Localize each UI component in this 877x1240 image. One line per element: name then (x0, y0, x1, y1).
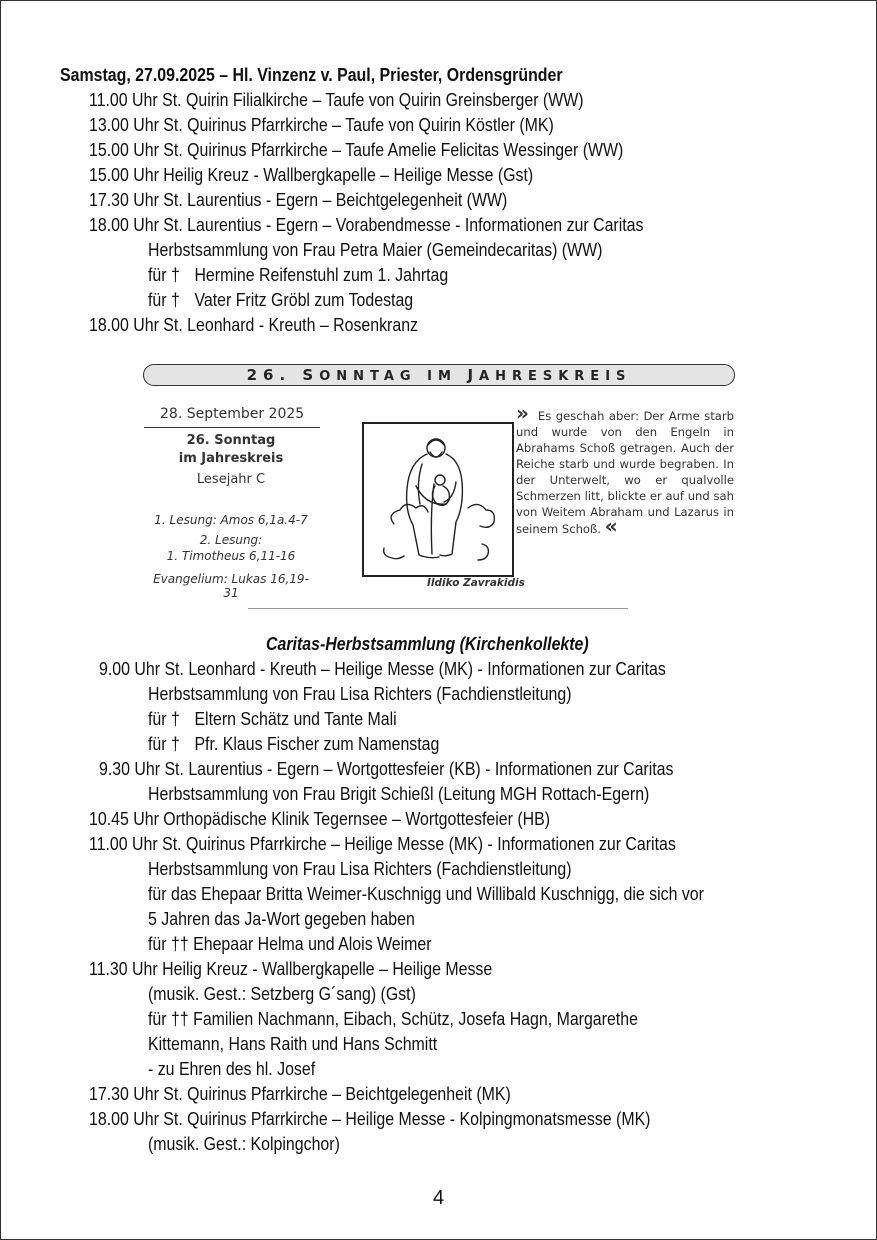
music-note: (musik. Gest.: Kolpingchor) (148, 1133, 340, 1154)
quote-text: Es geschah aber: Der Arme starb und wurde von den Engeln in Abrahams Schoß getragen. Auch der Reiche starb und wurde begraben. In der Unterwelt, wo er qualvolle Schmerzen litt, blickte er auf und sah von Weitem Abraham und Lazarus in seinem Schoß. (516, 409, 734, 536)
artist-credit: Ildiko Zavrakidis (427, 577, 525, 589)
schedule-entry-continuation: Herbstsammlung von Frau Brigit Schießl (Leitung MGH Rottach-Egern) (148, 783, 650, 804)
reading-2-ref: 1. Timotheus 6,11-16 (166, 549, 296, 563)
reading-1: 1. Lesung: Amos 6,1a.4-7 (154, 513, 308, 527)
schedule-entry: 11.00 Uhr St. Quirinus Pfarrkirche – Heilige Messe (MK) - Informationen zur Caritas (89, 833, 676, 854)
schedule-entry: 9.00 Uhr St. Leonhard - Kreuth – Heilige Messe (MK) - Informationen zur Caritas (99, 658, 666, 679)
schedule-entry: 15.00 Uhr Heilig Kreuz - Wallbergkapelle – Heilige Messe (Gst) (89, 164, 534, 185)
mass-intention (148, 263, 448, 287)
schedule-entry: 15.00 Uhr St. Quirinus Pfarrkirche – Taufe Amelie Felicitas Wessinger (WW) (89, 139, 624, 160)
schedule-entry-continuation: Herbstsammlung von Frau Lisa Richters (Fachdienstleitung) (148, 683, 572, 704)
quote-close-mark: « (604, 514, 618, 538)
music-note: (musik. Gest.: Setzberg G´sang) (Gst) (148, 983, 416, 1004)
info-lesejahr: Lesejahr C (196, 472, 266, 487)
mass-intention (148, 707, 397, 731)
illustration (362, 422, 514, 577)
section-divider (248, 608, 628, 609)
intention-text: Eltern Schätz und Tante Mali (194, 708, 397, 729)
schedule-entry: 10.45 Uhr Orthopädische Klinik Tegernsee – Wortgottesfeier (HB) (89, 808, 551, 829)
quote-open-mark: » (516, 401, 529, 425)
info-title: 26. Sonntag im Jahreskreis (178, 433, 284, 466)
gospel-reading: Evangelium: Lukas 16,19-31 (153, 572, 309, 600)
section-title: Caritas-Herbstsammlung (Kirchenkollekte) (266, 633, 589, 654)
page-number: 4 (432, 1187, 445, 1209)
schedule-entry: 18.00 Uhr St. Laurentius - Egern – Vorabendmesse - Informationen zur Caritas (89, 214, 644, 235)
schedule-entry-continuation: Herbstsammlung von Frau Petra Maier (Gemeindecaritas) (WW) (148, 239, 603, 260)
schedule-entry: 17.30 Uhr St. Laurentius - Egern – Beichtgelegenheit (WW) (89, 189, 508, 210)
intention-prefix: für † (148, 289, 180, 310)
schedule-entry: 13.00 Uhr St. Quirinus Pfarrkirche – Taufe von Quirin Köstler (MK) (89, 114, 554, 135)
sunday-banner (143, 364, 735, 386)
schedule-entry: 11.00 Uhr St. Quirin Filialkirche – Taufe von Quirin Greinsberger (WW) (89, 89, 584, 110)
abraham-lazarus-drawing (364, 424, 512, 575)
schedule-entry: 18.00 Uhr St. Leonhard - Kreuth – Rosenkranz (89, 314, 419, 335)
mass-intention-continuation: 5 Jahren das Ja-Wort gegeben haben (148, 908, 415, 929)
intention-text: Hermine Reifenstuhl zum 1. Jahrtag (194, 264, 449, 285)
info-divider (144, 427, 320, 428)
gospel-quote (516, 401, 734, 538)
intention-prefix: für † (148, 264, 180, 285)
mass-intention: für das Ehepaar Britta Weimer-Kuschnigg und Willibald Kuschnigg, die sich vor (148, 883, 704, 904)
schedule-entry: 17.30 Uhr St. Quirinus Pfarrkirche – Beichtgelegenheit (MK) (89, 1083, 511, 1104)
day-header-saturday: Samstag, 27.09.2025 – Hl. Vinzenz v. Paul, Priester, Ordensgründer (60, 64, 563, 85)
reading-2-label: 2. Lesung: (199, 533, 263, 547)
mass-intention: für †† Familien Nachmann, Eibach, Schütz, Josefa Hagn, Margarethe (148, 1008, 638, 1029)
schedule-entry-continuation: Herbstsammlung von Frau Lisa Richters (Fachdienstleitung) (148, 858, 572, 879)
mass-intention: - zu Ehren des hl. Josef (148, 1058, 316, 1079)
info-date: 28. September 2025 (160, 406, 305, 422)
mass-intention (148, 288, 413, 312)
intention-prefix: für † (148, 708, 180, 729)
banner-title: 26. SONNTAG IM JAHRESKREIS (246, 366, 632, 384)
schedule-entry: 18.00 Uhr St. Quirinus Pfarrkirche – Heilige Messe - Kolpingmonatsmesse (MK) (89, 1108, 651, 1129)
intention-text: Vater Fritz Gröbl zum Todestag (194, 289, 414, 310)
intention-prefix: für † (148, 733, 180, 754)
schedule-entry: 9.30 Uhr St. Laurentius - Egern – Wortgottesfeier (KB) - Informationen zur Caritas (99, 758, 674, 779)
intention-text: Pfr. Klaus Fischer zum Namenstag (194, 733, 440, 754)
mass-intention-continuation: Kittemann, Hans Raith und Hans Schmitt (148, 1033, 438, 1054)
schedule-entry: 11.30 Uhr Heilig Kreuz - Wallbergkapelle – Heilige Messe (89, 958, 493, 979)
mass-intention: für †† Ehepaar Helma und Alois Weimer (148, 933, 432, 954)
mass-intention (148, 732, 439, 756)
